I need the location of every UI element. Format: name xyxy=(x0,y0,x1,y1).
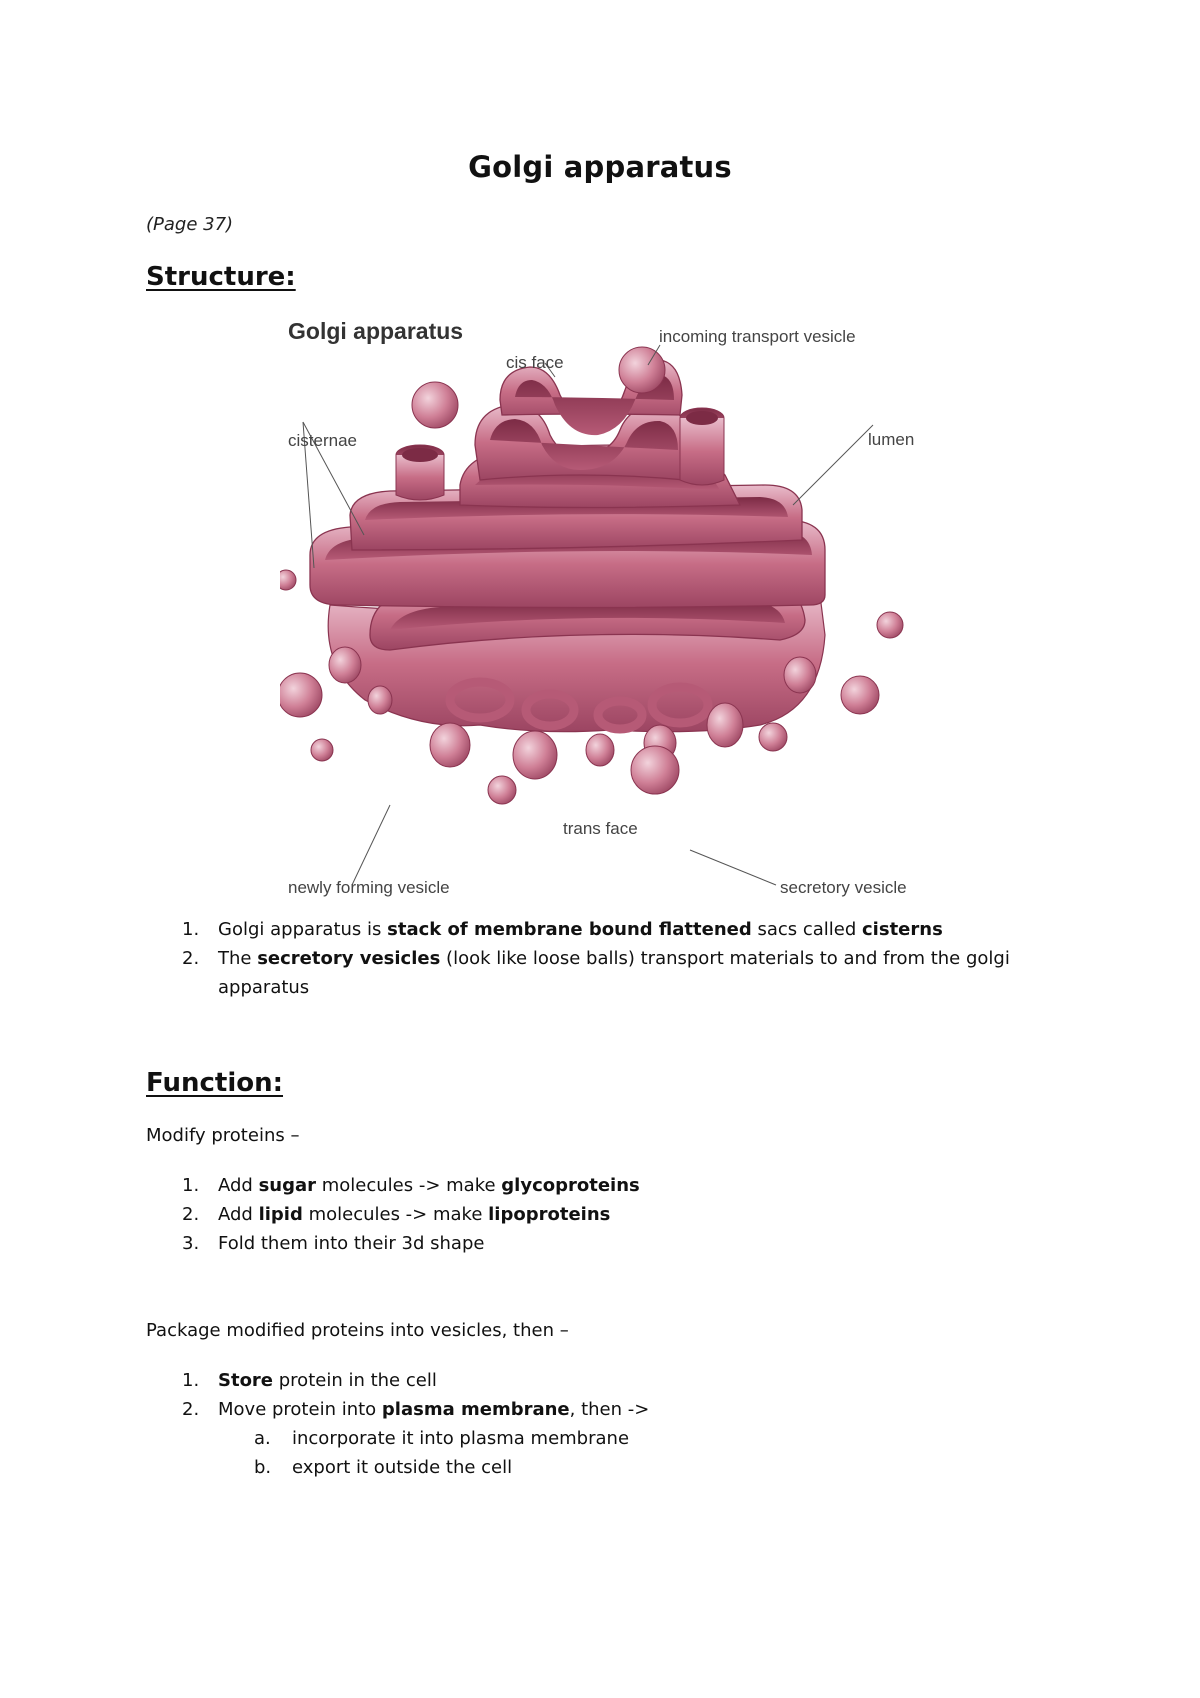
modify-list xyxy=(146,1171,640,1258)
list-item: 2. Add lipid molecules -> make lipoproteins xyxy=(182,1204,611,1225)
list-item: 3. Fold them into their 3d shape xyxy=(182,1233,485,1254)
list-item: 1. Golgi apparatus is stack of membrane bound flattened sacs called cisterns xyxy=(182,919,943,940)
label-secretory-vesicle: secretory vesicle xyxy=(780,878,907,897)
package-list xyxy=(146,1366,649,1424)
label-incoming-transport-vesicle: incoming transport vesicle xyxy=(659,327,856,346)
list-item: 1. Store protein in the cell xyxy=(182,1370,437,1391)
page-title: Golgi apparatus xyxy=(468,150,732,184)
vesicle xyxy=(841,676,879,714)
vesicle xyxy=(280,673,322,717)
package-sublist xyxy=(146,1424,629,1482)
structure-heading: Structure: xyxy=(146,262,296,292)
label-cisternae: cisternae xyxy=(288,431,357,450)
label-newly-forming-vesicle: newly forming vesicle xyxy=(288,878,450,897)
package-intro: Package modified proteins into vesicles, then – xyxy=(146,1320,569,1341)
list-item: 2. Move protein into plasma membrane, then -> xyxy=(182,1399,650,1420)
page-reference: (Page 37) xyxy=(146,214,234,235)
diagram-title: Golgi apparatus xyxy=(288,318,464,344)
incoming-vesicle xyxy=(619,347,665,393)
vesicle xyxy=(412,382,458,428)
label-lumen: lumen xyxy=(868,430,915,449)
structure-list xyxy=(146,915,1016,1002)
list-item: 2. The secretory vesicles (look like loose balls) transport materials to and from the golgi apparatus xyxy=(182,948,1010,998)
cisternae-stack xyxy=(310,360,825,650)
vesicle xyxy=(311,739,333,761)
vesicle xyxy=(488,776,516,804)
list-item: a. incorporate it into plasma membrane xyxy=(254,1428,630,1449)
secretory-vesicle xyxy=(631,746,679,794)
list-item: 1. Add sugar molecules -> make glycoproteins xyxy=(182,1175,640,1196)
vesicle xyxy=(759,723,787,751)
label-cis-face: cis face xyxy=(506,353,564,372)
label-trans-face: trans face xyxy=(563,819,638,838)
golgi-diagram xyxy=(280,305,930,915)
list-item: b. export it outside the cell xyxy=(254,1457,513,1478)
modify-intro: Modify proteins – xyxy=(146,1125,300,1146)
vesicle xyxy=(877,612,903,638)
vesicle xyxy=(280,570,296,590)
function-heading: Function: xyxy=(146,1068,284,1098)
